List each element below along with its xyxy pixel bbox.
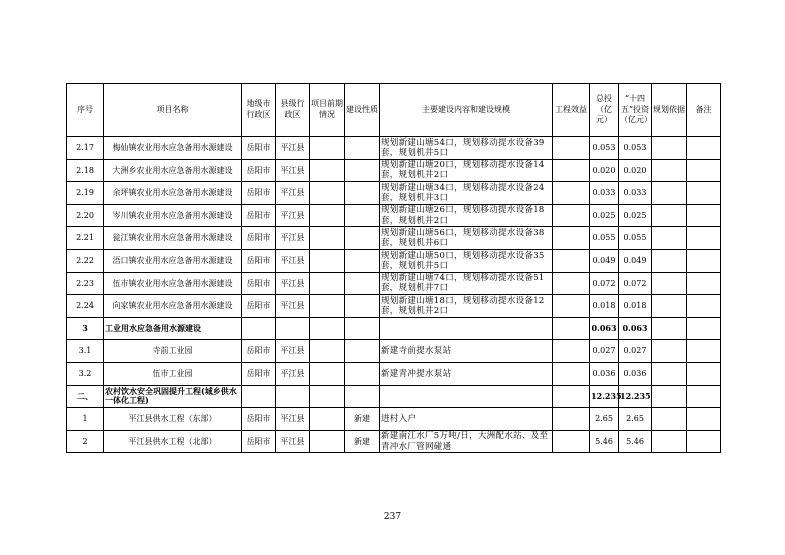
project-name-cell: 向家镇农业用水应急备用水源建设 bbox=[104, 295, 242, 318]
remarks-cell bbox=[687, 362, 721, 385]
preliminary-status-cell bbox=[310, 159, 345, 182]
county-cell: 平江县 bbox=[276, 340, 310, 363]
table-row bbox=[67, 204, 721, 227]
plan-investment-cell: 0.020 bbox=[619, 159, 652, 182]
city-cell: 岳阳市 bbox=[242, 272, 276, 295]
remarks-cell bbox=[687, 204, 721, 227]
total-investment-cell: 2.65 bbox=[590, 408, 619, 431]
remarks-cell bbox=[687, 182, 721, 205]
construction-content-cell: 规划新建山塘20口，规划移动提水设备14套，规划机井2口 bbox=[380, 159, 553, 182]
remarks-cell bbox=[687, 385, 721, 408]
header-cell: 县级行政区 bbox=[276, 84, 310, 137]
city-cell: 岳阳市 bbox=[242, 340, 276, 363]
preliminary-status-cell bbox=[310, 227, 345, 250]
preliminary-status-cell bbox=[310, 137, 345, 160]
county-cell bbox=[276, 385, 310, 408]
construction-content-cell: 规划新建山塘18口，规划移动提水设备12套，规划机井2口 bbox=[380, 295, 553, 318]
benefit-cell bbox=[553, 295, 590, 318]
benefit-cell bbox=[553, 182, 590, 205]
construction-nature-cell: 新建 bbox=[345, 430, 380, 453]
benefit-cell bbox=[553, 408, 590, 431]
table-row bbox=[67, 249, 721, 272]
construction-content-cell: 规划新建山塘54口，规划移动提水设备39套，规划机井5口 bbox=[380, 137, 553, 160]
total-investment-cell: 0.033 bbox=[590, 182, 619, 205]
total-investment-cell: 12.235 bbox=[590, 385, 619, 408]
plan-investment-cell: 5.46 bbox=[619, 430, 652, 453]
remarks-cell bbox=[687, 430, 721, 453]
total-investment-cell: 0.020 bbox=[590, 159, 619, 182]
benefit-cell bbox=[553, 159, 590, 182]
plan-investment-cell: 2.65 bbox=[619, 408, 652, 431]
county-cell: 平江县 bbox=[276, 295, 310, 318]
serial-number-cell: 2.19 bbox=[67, 182, 104, 205]
planning-basis-cell bbox=[652, 408, 687, 431]
serial-number-cell: 2.17 bbox=[67, 137, 104, 160]
plan-investment-cell: 0.072 bbox=[619, 272, 652, 295]
planning-basis-cell bbox=[652, 317, 687, 340]
preliminary-status-cell bbox=[310, 204, 345, 227]
construction-nature-cell bbox=[345, 362, 380, 385]
benefit-cell bbox=[553, 362, 590, 385]
county-cell: 平江县 bbox=[276, 204, 310, 227]
benefit-cell bbox=[553, 249, 590, 272]
benefit-cell bbox=[553, 204, 590, 227]
county-cell: 平江县 bbox=[276, 227, 310, 250]
header-cell: 项目名称 bbox=[104, 84, 242, 137]
serial-number-cell: 3.2 bbox=[67, 362, 104, 385]
project-name-cell: 浯口镇农业用水应急备用水源建设 bbox=[104, 249, 242, 272]
serial-number-cell: 2.23 bbox=[67, 272, 104, 295]
remarks-cell bbox=[687, 295, 721, 318]
construction-content-cell: 规划新建山塘34口，规划移动提水设备24套，规划机井3口 bbox=[380, 182, 553, 205]
plan-investment-cell: 12.235 bbox=[619, 385, 652, 408]
city-cell: 岳阳市 bbox=[242, 137, 276, 160]
planning-basis-cell bbox=[652, 159, 687, 182]
county-cell: 平江县 bbox=[276, 408, 310, 431]
county-cell: 平江县 bbox=[276, 159, 310, 182]
remarks-cell bbox=[687, 137, 721, 160]
serial-number-cell: 2.21 bbox=[67, 227, 104, 250]
city-cell: 岳阳市 bbox=[242, 430, 276, 453]
construction-content-cell: 规划新建山塘74口，规划移动提水设备51套，规划机井7口 bbox=[380, 272, 553, 295]
city-cell: 岳阳市 bbox=[242, 408, 276, 431]
preliminary-status-cell bbox=[310, 430, 345, 453]
total-investment-cell: 0.027 bbox=[590, 340, 619, 363]
table-row bbox=[67, 317, 721, 340]
construction-content-cell: 进村入户 bbox=[380, 408, 553, 431]
remarks-cell bbox=[687, 227, 721, 250]
header-cell: 地级市行政区 bbox=[242, 84, 276, 137]
plan-investment-cell: 0.063 bbox=[619, 317, 652, 340]
serial-number-cell: 2.20 bbox=[67, 204, 104, 227]
plan-investment-cell: 0.049 bbox=[619, 249, 652, 272]
project-name-cell: 伍市工业园 bbox=[104, 362, 242, 385]
county-cell: 平江县 bbox=[276, 362, 310, 385]
remarks-cell bbox=[687, 159, 721, 182]
plan-investment-cell: 0.018 bbox=[619, 295, 652, 318]
total-investment-cell: 0.025 bbox=[590, 204, 619, 227]
preliminary-status-cell bbox=[310, 362, 345, 385]
total-investment-cell: 0.049 bbox=[590, 249, 619, 272]
project-name-cell: 大洲乡农业用水应急备用水源建设 bbox=[104, 159, 242, 182]
city-cell: 岳阳市 bbox=[242, 295, 276, 318]
table-row bbox=[67, 295, 721, 318]
city-cell bbox=[242, 317, 276, 340]
construction-nature-cell bbox=[345, 295, 380, 318]
plan-investment-cell: 0.036 bbox=[619, 362, 652, 385]
table-header-row bbox=[67, 84, 721, 137]
county-cell bbox=[276, 317, 310, 340]
planning-basis-cell bbox=[652, 430, 687, 453]
remarks-cell bbox=[687, 317, 721, 340]
header-cell: 工程效益 bbox=[553, 84, 590, 137]
planning-basis-cell bbox=[652, 272, 687, 295]
construction-nature-cell bbox=[345, 385, 380, 408]
planning-basis-cell bbox=[652, 227, 687, 250]
construction-nature-cell bbox=[345, 340, 380, 363]
county-cell: 平江县 bbox=[276, 272, 310, 295]
planning-basis-cell bbox=[652, 362, 687, 385]
total-investment-cell: 0.036 bbox=[590, 362, 619, 385]
table-row bbox=[67, 362, 721, 385]
construction-nature-cell bbox=[345, 272, 380, 295]
serial-number-cell: 2.24 bbox=[67, 295, 104, 318]
plan-investment-cell: 0.033 bbox=[619, 182, 652, 205]
project-name-cell: 梅仙镇农业用水应急备用水源建设 bbox=[104, 137, 242, 160]
city-cell: 岳阳市 bbox=[242, 182, 276, 205]
benefit-cell bbox=[553, 340, 590, 363]
planning-basis-cell bbox=[652, 385, 687, 408]
preliminary-status-cell bbox=[310, 249, 345, 272]
serial-number-cell: 1 bbox=[67, 408, 104, 431]
city-cell: 岳阳市 bbox=[242, 159, 276, 182]
table-row bbox=[67, 182, 721, 205]
header-cell: 建设性质 bbox=[345, 84, 380, 137]
table-row bbox=[67, 408, 721, 431]
county-cell: 平江县 bbox=[276, 430, 310, 453]
remarks-cell bbox=[687, 408, 721, 431]
construction-content-cell bbox=[380, 385, 553, 408]
benefit-cell bbox=[553, 317, 590, 340]
header-cell: 序号 bbox=[67, 84, 104, 137]
construction-nature-cell bbox=[345, 249, 380, 272]
construction-content-cell: 规划新建山塘56口，规划移动提水设备38套，规划机井6口 bbox=[380, 227, 553, 250]
header-cell: 备注 bbox=[687, 84, 721, 137]
planning-basis-cell bbox=[652, 204, 687, 227]
project-name-cell: 工业用水应急备用水源建设 bbox=[104, 317, 242, 340]
serial-number-cell: 2.22 bbox=[67, 249, 104, 272]
plan-investment-cell: 0.025 bbox=[619, 204, 652, 227]
project-name-cell: 岑川镇农业用水应急备用水源建设 bbox=[104, 204, 242, 227]
page-number: 237 bbox=[383, 512, 402, 522]
construction-content-cell: 新建青冲提水泵站 bbox=[380, 362, 553, 385]
construction-nature-cell bbox=[345, 182, 380, 205]
preliminary-status-cell bbox=[310, 340, 345, 363]
construction-nature-cell bbox=[345, 227, 380, 250]
serial-number-cell: 2.18 bbox=[67, 159, 104, 182]
county-cell: 平江县 bbox=[276, 182, 310, 205]
preliminary-status-cell bbox=[310, 385, 345, 408]
construction-content-cell: 新建南江水厂5万吨/日，大洲配水站、及至青冲水厂管网碰通 bbox=[380, 430, 553, 453]
construction-nature-cell bbox=[345, 137, 380, 160]
city-cell: 岳阳市 bbox=[242, 249, 276, 272]
benefit-cell bbox=[553, 430, 590, 453]
city-cell: 岳阳市 bbox=[242, 227, 276, 250]
construction-content-cell: 新建寺前提水泵站 bbox=[380, 340, 553, 363]
county-cell: 平江县 bbox=[276, 249, 310, 272]
total-investment-cell: 5.46 bbox=[590, 430, 619, 453]
project-name-cell: 农村饮水安全巩固提升工程(城乡供水一体化工程) bbox=[104, 385, 242, 408]
serial-number-cell: 二、 bbox=[67, 385, 104, 408]
construction-content-cell bbox=[380, 317, 553, 340]
benefit-cell bbox=[553, 272, 590, 295]
plan-investment-cell: 0.055 bbox=[619, 227, 652, 250]
construction-nature-cell bbox=[345, 204, 380, 227]
table-body bbox=[67, 137, 721, 453]
city-cell: 岳阳市 bbox=[242, 204, 276, 227]
project-name-cell: 瓮江镇农业用水应急备用水源建设 bbox=[104, 227, 242, 250]
total-investment-cell: 0.055 bbox=[590, 227, 619, 250]
remarks-cell bbox=[687, 249, 721, 272]
planning-basis-cell bbox=[652, 249, 687, 272]
project-name-cell: 余坪镇农业用水应急备用水源建设 bbox=[104, 182, 242, 205]
construction-content-cell: 规划新建山塘50口，规划移动提水设备35套，规划机井5口 bbox=[380, 249, 553, 272]
header-cell: 总投（亿元） bbox=[590, 84, 619, 137]
plan-investment-cell: 0.053 bbox=[619, 137, 652, 160]
planning-basis-cell bbox=[652, 295, 687, 318]
project-name-cell: 平江县供水工程（北部） bbox=[104, 430, 242, 453]
project-table bbox=[66, 83, 721, 453]
project-name-cell: 伍市镇农业用水应急备用水源建设 bbox=[104, 272, 242, 295]
remarks-cell bbox=[687, 340, 721, 363]
benefit-cell bbox=[553, 137, 590, 160]
serial-number-cell: 2 bbox=[67, 430, 104, 453]
table-row bbox=[67, 137, 721, 160]
preliminary-status-cell bbox=[310, 272, 345, 295]
header-cell: “十四五”投资（亿元） bbox=[619, 84, 652, 137]
benefit-cell bbox=[553, 385, 590, 408]
table-row bbox=[67, 430, 721, 453]
construction-nature-cell bbox=[345, 317, 380, 340]
table-row bbox=[67, 385, 721, 408]
project-name-cell: 寺前工业园 bbox=[104, 340, 242, 363]
planning-basis-cell bbox=[652, 340, 687, 363]
construction-nature-cell bbox=[345, 159, 380, 182]
remarks-cell bbox=[687, 272, 721, 295]
planning-basis-cell bbox=[652, 137, 687, 160]
construction-nature-cell: 新建 bbox=[345, 408, 380, 431]
city-cell: 岳阳市 bbox=[242, 362, 276, 385]
header-cell: 规划依据 bbox=[652, 84, 687, 137]
preliminary-status-cell bbox=[310, 182, 345, 205]
plan-investment-cell: 0.027 bbox=[619, 340, 652, 363]
preliminary-status-cell bbox=[310, 317, 345, 340]
header-cell: 项目前期情况 bbox=[310, 84, 345, 137]
table-row bbox=[67, 159, 721, 182]
header-cell: 主要建设内容和建设规模 bbox=[380, 84, 553, 137]
project-name-cell: 平江县供水工程（东部） bbox=[104, 408, 242, 431]
preliminary-status-cell bbox=[310, 295, 345, 318]
serial-number-cell: 3 bbox=[67, 317, 104, 340]
table-row bbox=[67, 340, 721, 363]
preliminary-status-cell bbox=[310, 408, 345, 431]
total-investment-cell: 0.063 bbox=[590, 317, 619, 340]
table-row bbox=[67, 272, 721, 295]
city-cell bbox=[242, 385, 276, 408]
total-investment-cell: 0.053 bbox=[590, 137, 619, 160]
table-row bbox=[67, 227, 721, 250]
serial-number-cell: 3.1 bbox=[67, 340, 104, 363]
construction-content-cell: 规划新建山塘26口，规划移动提水设备18套，规划机井2口 bbox=[380, 204, 553, 227]
benefit-cell bbox=[553, 227, 590, 250]
total-investment-cell: 0.072 bbox=[590, 272, 619, 295]
planning-basis-cell bbox=[652, 182, 687, 205]
county-cell: 平江县 bbox=[276, 137, 310, 160]
total-investment-cell: 0.018 bbox=[590, 295, 619, 318]
